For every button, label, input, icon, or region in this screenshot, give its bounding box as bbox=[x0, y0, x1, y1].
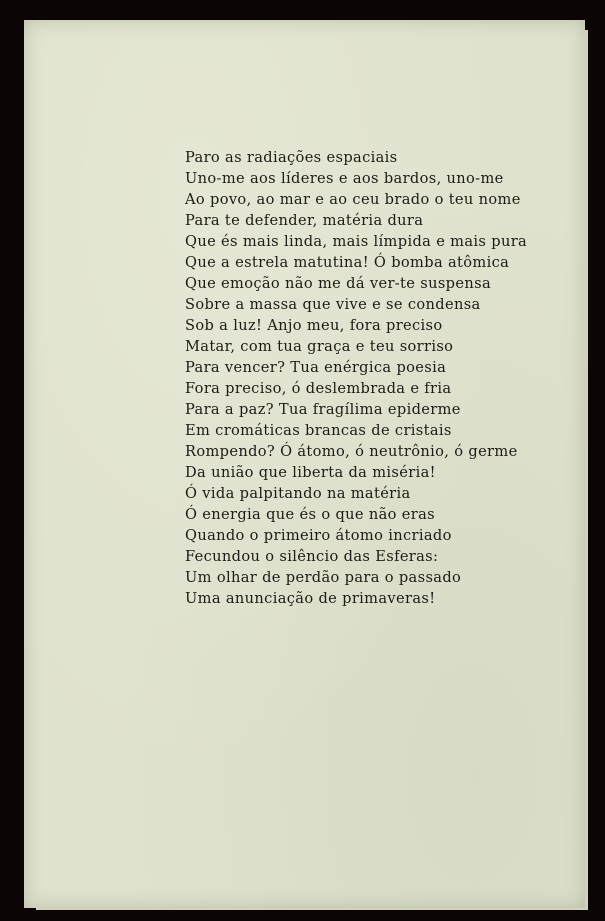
poem-line: Sobre a massa que vive e se condensa bbox=[185, 296, 481, 313]
poem-line: Paro as radiações espaciais bbox=[185, 149, 398, 166]
poem-line: Sob a luz! Anjo meu, fora preciso bbox=[185, 317, 443, 334]
poem-line: Quando o primeiro átomo incriado bbox=[185, 527, 452, 544]
poem-line: Uma anunciação de primaveras! bbox=[185, 590, 436, 607]
poem-line: Que a estrela matutina! Ó bomba atômica bbox=[185, 254, 510, 271]
poem-line: Fora preciso, ó deslembrada e fria bbox=[185, 380, 452, 397]
poem-line: Rompendo? Ó átomo, ó neutrônio, ó germe bbox=[185, 443, 518, 460]
poem-line: Em cromáticas brancas de cristais bbox=[185, 422, 452, 439]
poem-line: Matar, com tua graça e teu sorriso bbox=[185, 338, 454, 355]
poem-line: Que és mais linda, mais límpida e mais pura bbox=[185, 233, 528, 250]
poem-line: Que emoção não me dá ver-te suspensa bbox=[185, 275, 491, 292]
poem-line: Um olhar de perdão para o passado bbox=[185, 569, 462, 586]
book-page bbox=[24, 20, 585, 908]
poem-line: Ó vida palpitando na matéria bbox=[185, 485, 411, 502]
poem-line: Da união que liberta da miséria! bbox=[185, 464, 436, 481]
poem-text bbox=[185, 147, 527, 609]
poem-line: Para a paz? Tua fragílima epiderme bbox=[185, 401, 461, 418]
poem-line: Ao povo, ao mar e ao ceu brado o teu nome bbox=[185, 191, 521, 208]
poem-line: Para vencer? Tua enérgica poesia bbox=[185, 359, 447, 376]
poem-line: Fecundou o silêncio das Esferas: bbox=[185, 548, 439, 565]
poem-line: Uno-me aos líderes e aos bardos, uno-me bbox=[185, 170, 504, 187]
poem-line: Para te defender, matéria dura bbox=[185, 212, 424, 229]
poem-line: Ó energia que és o que não eras bbox=[185, 506, 436, 523]
